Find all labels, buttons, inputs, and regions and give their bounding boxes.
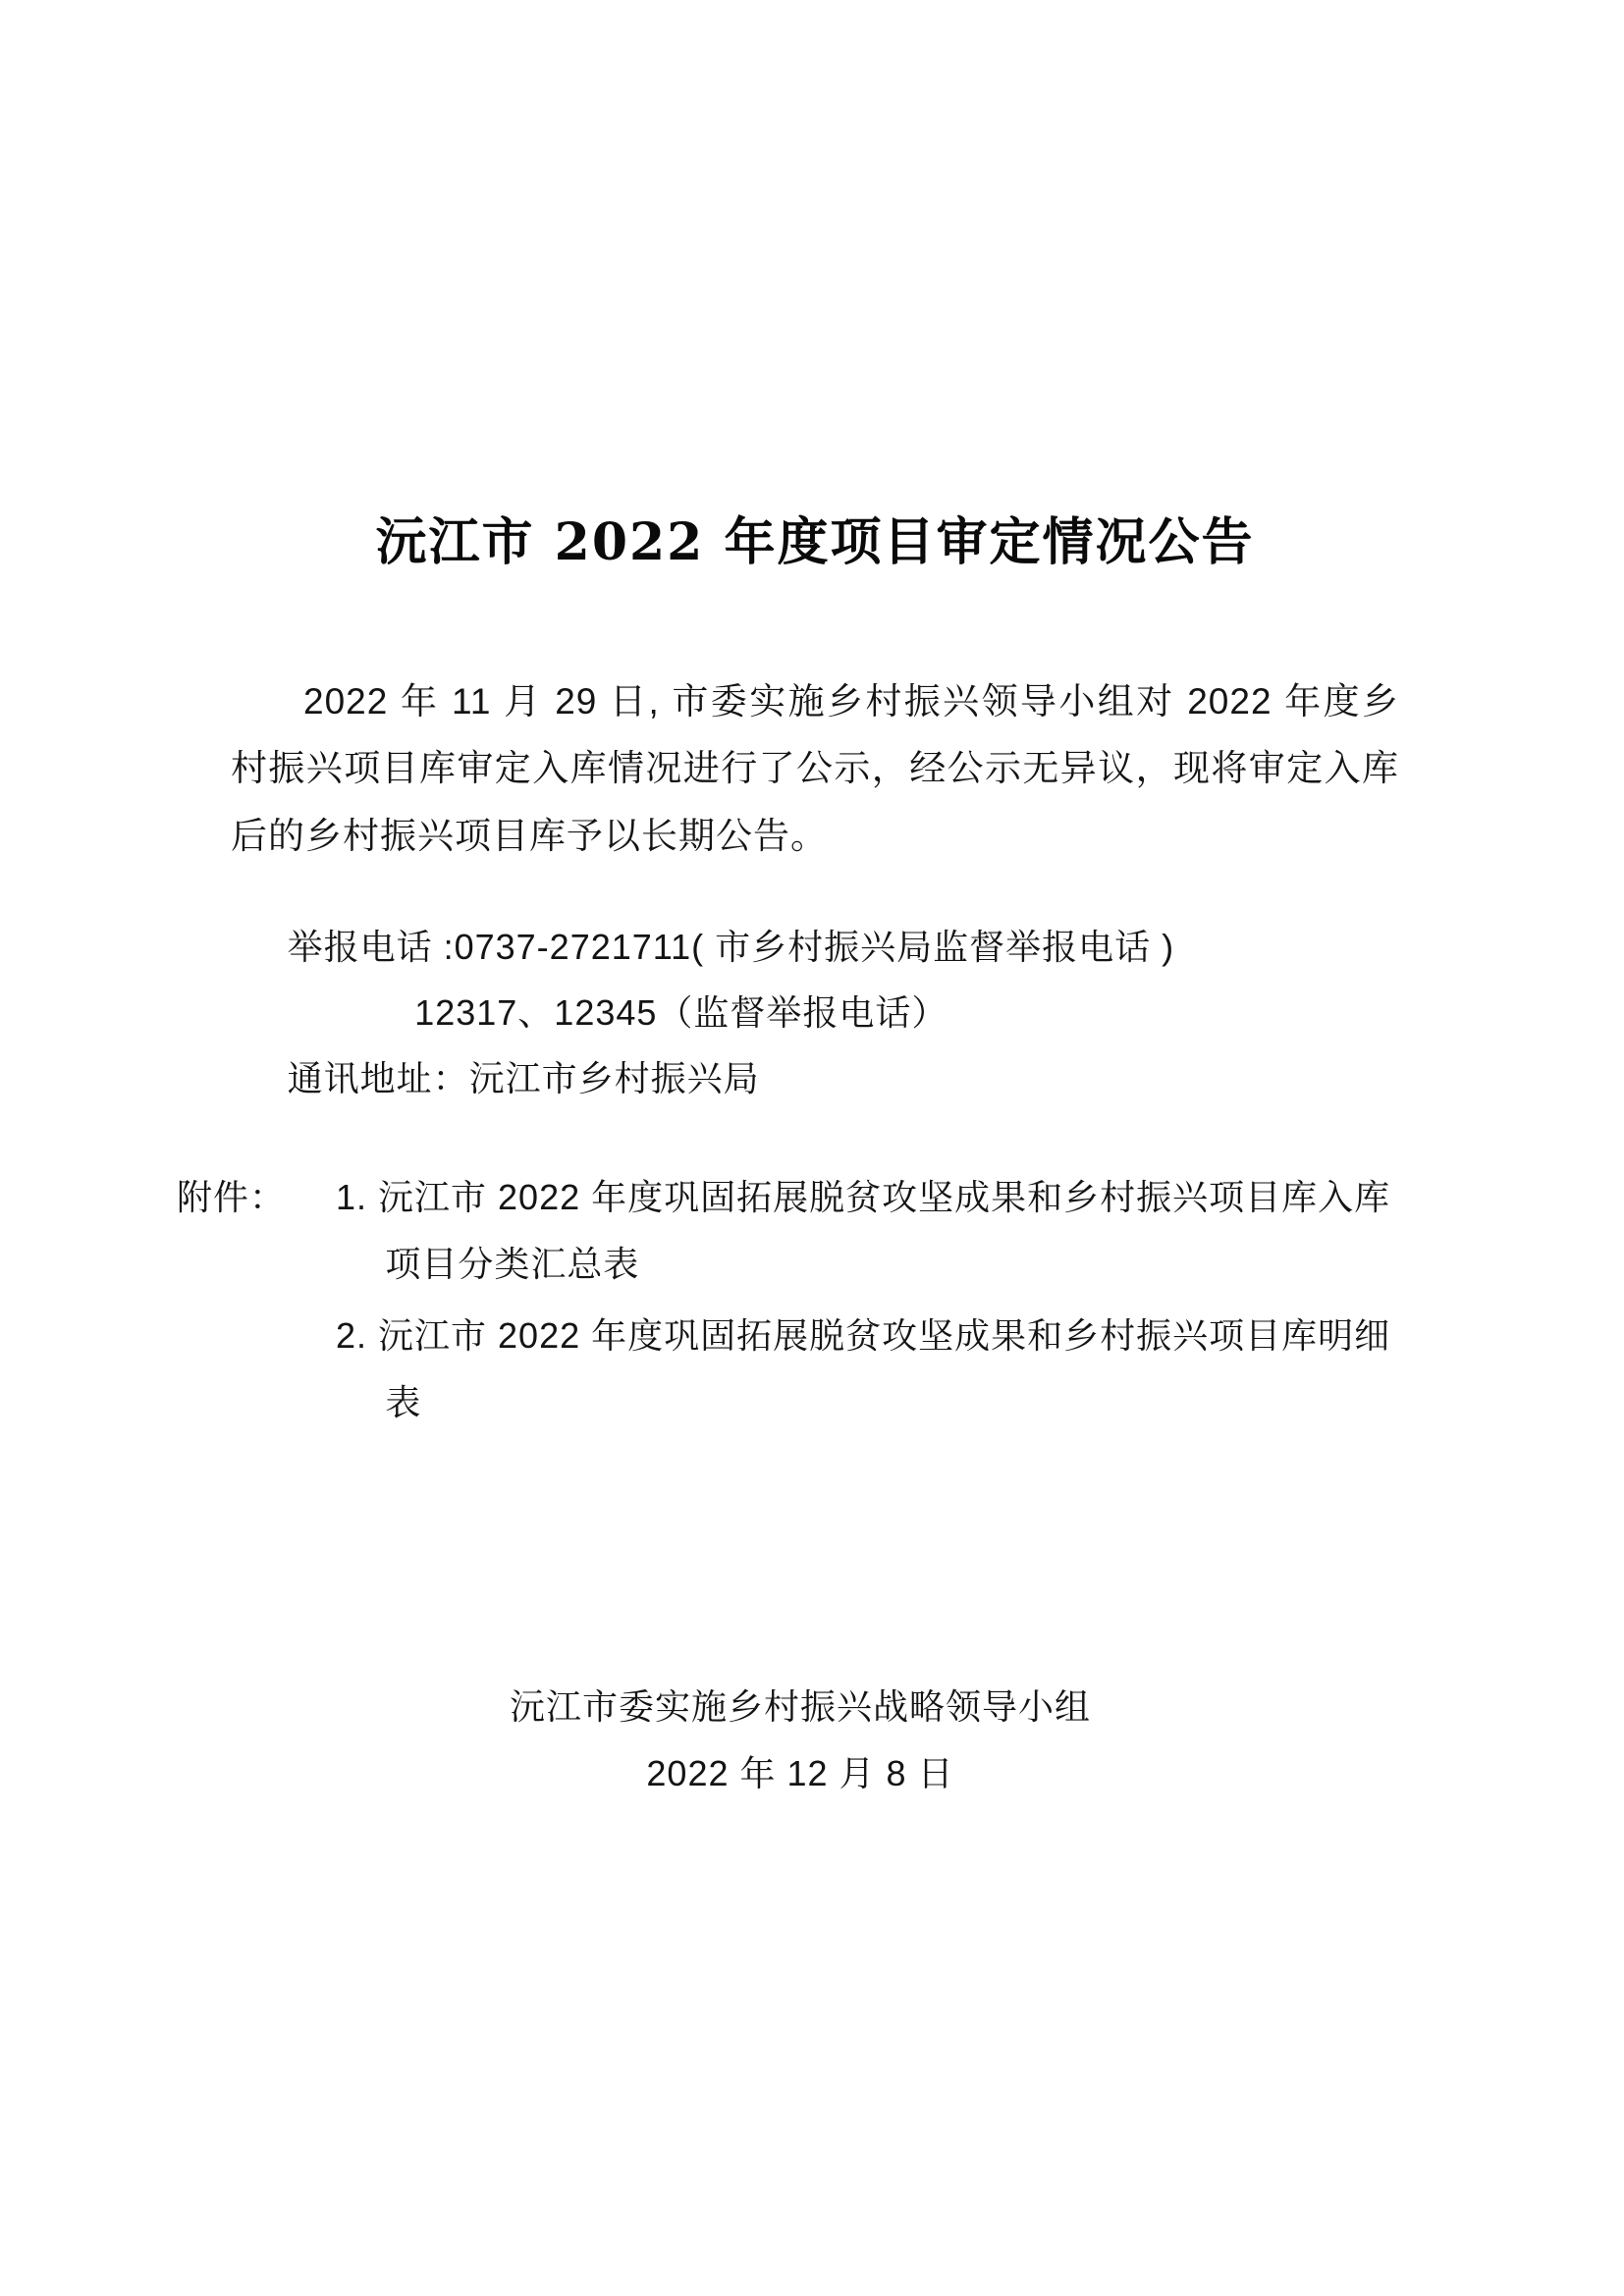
list-item [336,1303,1399,1437]
document-body [177,510,1399,1441]
list-item [336,1164,1399,1299]
announcement-paragraph: 2022 年 11 月 29 日, 市委实施乡村振兴领导小组对 2022 年度乡村振兴项目库审定入库情况进行了公示，经公示无异议，现将审定入库后的乡村振兴项目库予以长期公告。 [231,681,1399,856]
attachments-label: 附件： [177,1177,287,1218]
report-phone-line-secondary: 12317、12345（监督举报电话） [414,991,948,1033]
report-phone-line: 举报电话 :0737-2721711( 市乡村振兴局监督举报电话 ) [287,927,1175,968]
attachment-item-text: 2. 沅江市 2022 年度巩固拓展脱贫攻坚成果和乡村振兴项目库明细表 [336,1314,1391,1423]
attachment-item-text: 1. 沅江市 2022 年度巩固拓展脱贫攻坚成果和乡村振兴项目库入库项目分类汇总表 [336,1177,1391,1285]
contact-block [231,915,1399,1111]
signature-block [231,1674,1399,1808]
attachments-section [177,1164,1399,1441]
attachments-list [336,1164,1399,1441]
issue-date: 2022 年 12 月 8 日 [646,1753,954,1794]
issuing-organization: 沅江市委实施乡村振兴战略领导小组 [509,1686,1091,1727]
mailing-address-line: 通讯地址：沅江市乡村振兴局 [287,1057,760,1098]
page-title: 沅江市 2022 年度项目审定情况公告 [375,512,1255,572]
